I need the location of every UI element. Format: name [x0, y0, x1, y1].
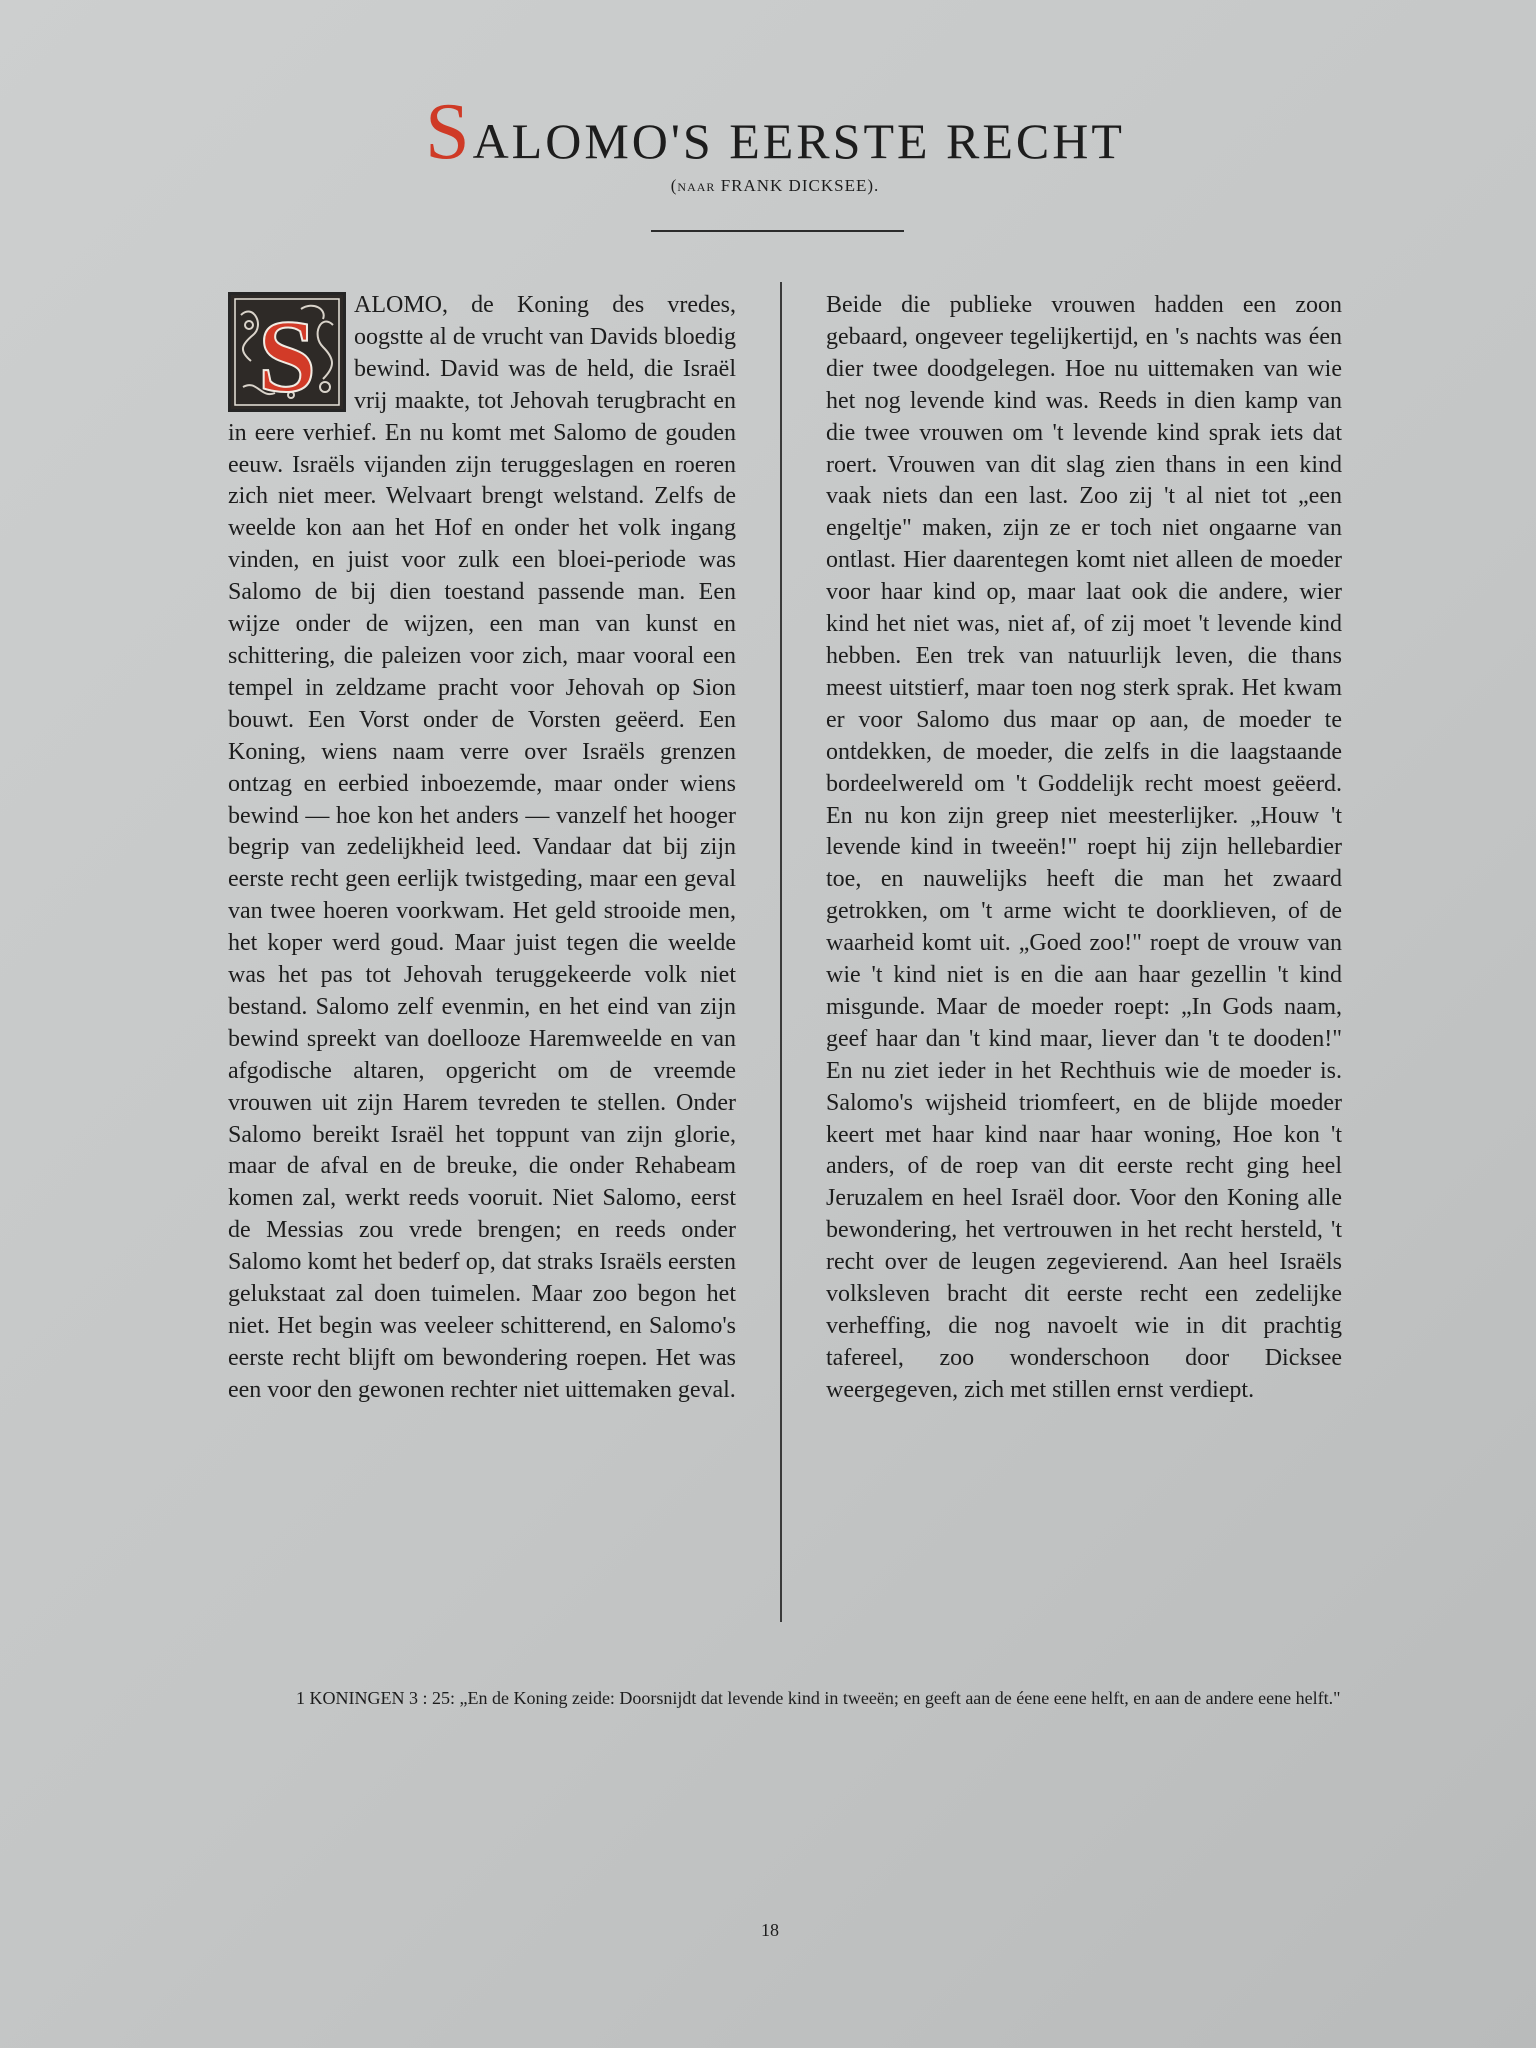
- subtitle-prefix: NAAR: [677, 180, 716, 194]
- left-column-paragraph: [228, 290, 736, 1407]
- left-column-first-word: ALOMO,: [354, 292, 448, 318]
- article-title: [330, 88, 1220, 181]
- right-column-paragraph: Beide die publieke vrouwen hadden een zoon gebaard, ongeveer tegelijkertijd, en 's nachts was éen dier twee doodgelegen. Hoe nu uittemaken van wie het nog levende kind was. Reeds in dien kamp van die twee vrouwen om 't levende kind sprak iets dat roert. Vrouwen van dit slag zien thans in een kind vaak niets dan een last. Zoo zij 't al niet tot „een engeltje" maken, zijn ze er toch niet ongaarne van ontlast. Hier daarentegen komt niet alleen de moeder voor haar kind op, maar laat ook die andere, wier kind het niet was, niet af, of zij moet 't levende kind hebben. Een trek van natuurlijk leven, die thans meest uitstierf, maar toen nog sterk sprak. Het kwam er voor Salomo dus maar op aan, de moeder te ontdekken, de moeder, die zelfs in die laagstaande bordeelwereld om 't Goddelijk recht moest geëerd. En nu kon zijn greep niet meesterlijker. „Houw 't levende kind in tweeën!" roept hij zijn hellebardier toe, en nauwelijks heeft die man het zwaard getrokken, om 't arme wicht te doorklieven, of de waarheid komt uit. „Goed zoo!" roept de vrouw van wie 't kind niet is en die aan haar gezellin 't kind misgunde. Maar de moeder roept: „In Gods naam, geef haar dan 't kind maar, liever dan 't te dooden!" En nu ziet ieder in het Rechthuis wie de moeder is. Salomo's wijsheid triomfeert, en de blijde moeder keert met haar kind naar haar woning, Hoe kon 't anders, of de roep van dit eerste recht ging heel Jeruzalem en heel Israël door. Voor den Koning alle bewondering, het vertrouwen in het recht hersteld, 't recht over de leugen zegevierend. Aan heel Israëls volksleven bracht dit eerste recht een zedelijke verheffing, die nog navoelt wie in dit prachtig tafereel, zoo wonderschoon door Dicksee weergegeven, zich met stillen ernst verdiept.: [826, 292, 1342, 1403]
- left-column: [228, 290, 736, 1407]
- title-rule: [651, 230, 904, 232]
- article-subtitle: [530, 176, 1020, 196]
- subtitle-open: (: [670, 176, 678, 195]
- title-initial: S: [425, 88, 473, 176]
- right-column: [826, 290, 1342, 1407]
- dropcap-s: [228, 292, 346, 412]
- left-column-body: de Koning des vredes, oogstte al de vrucht van Davids bloedig bewind. David was de held, die Israël vrij maakte, tot Jehovah terugbracht en in eere verhief. En nu komt met Salomo de gouden eeuw. Israëls vijanden zijn teruggeslagen en roeren zich niet meer. Welvaart brengt welstand. Zelfs de weelde kon aan het Hof en onder het volk ingang vinden, en juist voor zulk een bloei-periode was Salomo de bij dien toestand passende man. Een wijze onder de wijzen, een man van kunst en schittering, die paleizen voor zich, maar vooral een tempel in zeldzame pracht voor Jehovah op Sion bouwt. Een Vorst onder de Vorsten geëerd. Een Koning, wiens naam verre over Israëls grenzen ontzag en eerbied inboezemde, maar onder wiens bewind — hoe kon het anders — vanzelf het hooger begrip van zedelijkheid leed. Vandaar dat bij zijn eerste recht geen eerlijk twistgeding, maar een geval van twee hoeren voorkwam. Het geld strooide men, het koper werd goud. Maar juist tegen die weelde was het pas tot Jehovah teruggekeerde volk niet bestand. Salomo zelf evenmin, en het eind van zijn bewind spreekt van doellooze Haremweelde en van afgodische altaren, opgericht om de vreemde vrouwen uit zijn Harem tevreden te stellen. Onder Salomo bereikt Israël het toppunt van zijn glorie, maar de afval en de breuke, die onder Rehabeam komen zal, werkt reeds vooruit. Niet Salomo, eerst de Messias zou vrede brengen; en reeds onder Salomo komt het bederf op, dat straks Israëls eersten gelukstaat zal doen tuimelen. Maar zoo begon het niet. Het begin was veeleer schitterend, en Salomo's eerste recht blijft om bewondering roepen. Het was een voor den gewonen rechter niet uittemaken geval.: [228, 292, 736, 1403]
- column-divider: [780, 282, 782, 1622]
- svg-text:S: S: [258, 299, 316, 409]
- subtitle-name: FRANK DICKSEE).: [715, 176, 880, 195]
- dropcap-ornament-icon: [231, 295, 343, 409]
- title-rest: ALOMO'S EERSTE RECHT: [472, 113, 1125, 169]
- page-number: 18: [761, 1920, 779, 1940]
- footnote: 1 KONINGEN 3 : 25: „En de Koning zeide: Doorsnijdt dat levende kind in tweeën; en geeft aan de éene eene helft, en aan de andere eene helft.": [296, 1688, 1341, 1708]
